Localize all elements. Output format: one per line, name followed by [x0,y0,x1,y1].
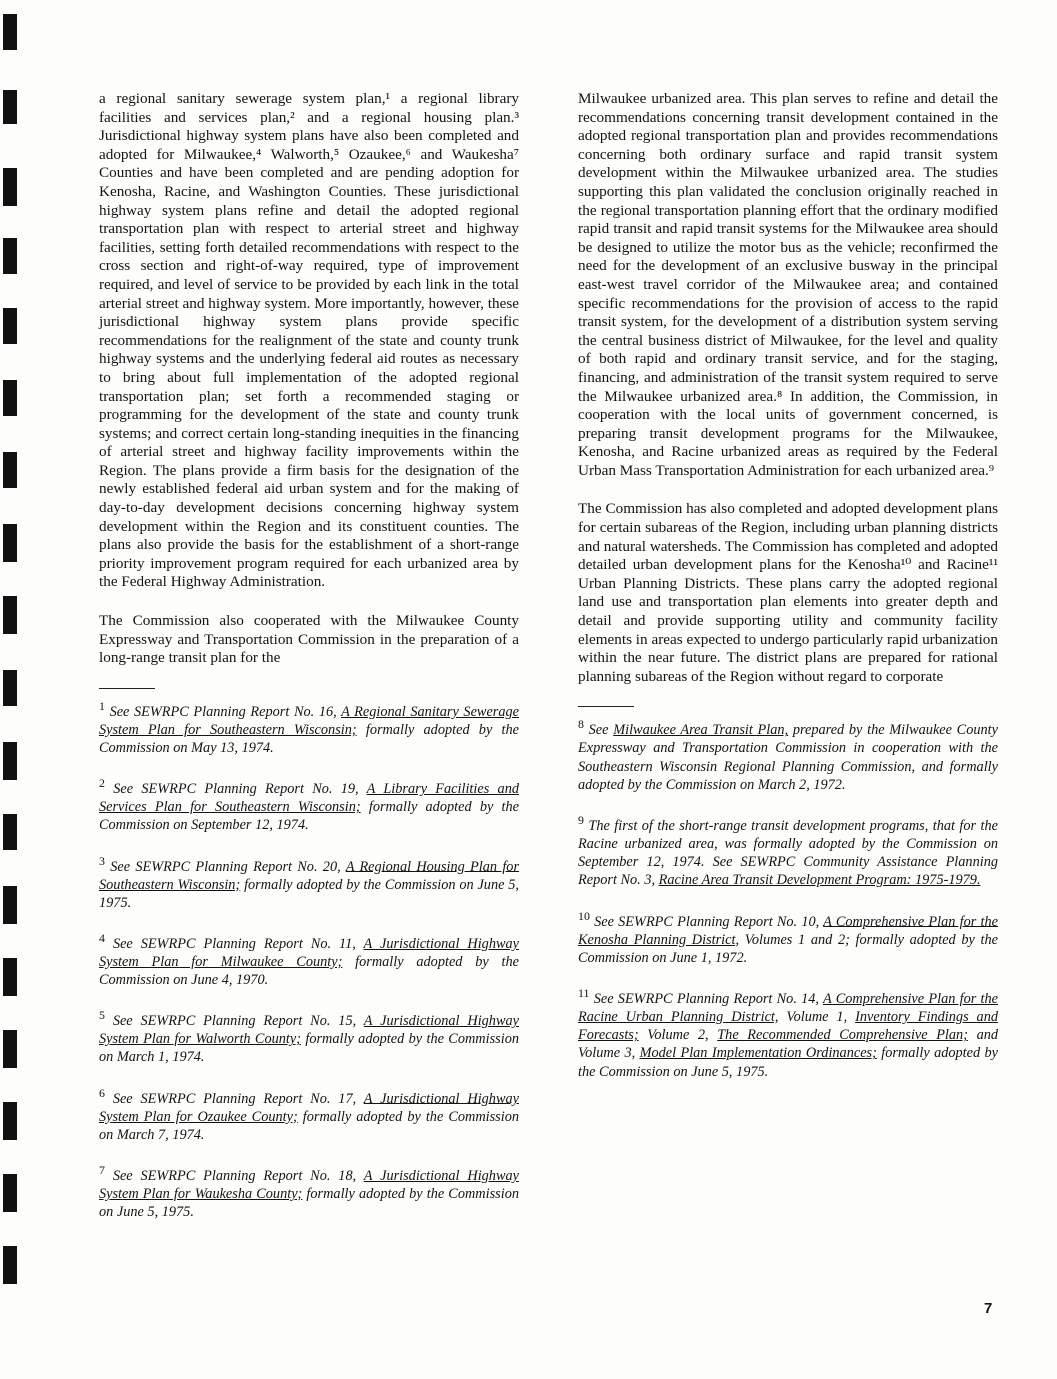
left-column [99,90,519,1238]
footnote-title: Milwaukee Area Transit Plan, [613,722,789,739]
footnote-title: The Recommended Comprehensive Plan; [717,1027,968,1044]
binding-mark [3,1246,17,1284]
binding-mark [3,596,17,634]
footnote-rule [578,706,634,707]
right-column [578,90,998,1098]
binding-mark [3,1102,17,1140]
footnote-title: A Library Facilities and Services Plan for Southeastern Wisconsin; [99,780,519,816]
footnote-title: A Jurisdictional Highway System Plan for Ozaukee County; [99,1090,519,1125]
footnote: $^1$ See SEWRPC Planning Report No. 16, A Regional Sanitary Sewerage System Plan for Southeastern Wisconsin; formally adopted by the Commission on May 13, 1974. [99,698,520,756]
footnote-title: A Jurisdictional Highway System Plan for Milwaukee County; [99,935,520,970]
footnote: $^6$ See SEWRPC Planning Report No. 17, A Jurisdictional Highway System Plan for Ozaukee County; formally adopted by the Commission on March 7, 1974. [99,1085,520,1143]
footnote: $^4$ See SEWRPC Planning Report No. 11, A Jurisdictional Highway System Plan for Milwaukee County; formally adopted by the Commission on June 4, 1970. [99,930,520,989]
footnote-title: Inventory Findings and Forecasts; [578,1008,999,1044]
footnote-title: A Regional Sanitary Sewerage System Plan for Southeastern Wisconsin; [99,703,520,738]
binding-mark [3,524,17,562]
binding-mark [3,1174,17,1212]
body-paragraph: The Commission also cooperated with the Milwaukee County Expressway and Transportation Commission in the preparation of a long-range transit plan for the [99,612,519,667]
binding-marks [3,0,23,1379]
footnote-title: A Jurisdictional Highway System Plan for Walworth County; [99,1013,519,1048]
binding-mark [3,1030,17,1068]
footnote-rule [99,688,155,689]
footnote-title: A Regional Housing Plan for Southeastern Wisconsin; [99,858,520,893]
footnote: $^2$ See SEWRPC Planning Report No. 19, A Library Facilities and Services Plan for Southeastern Wisconsin; formally adopted by the Commission on September 12, 1974. [99,776,520,834]
body-paragraph: a regional sanitary sewerage system plan,¹ a regional library facilities and services plan,² and a regional housing plan.³ Jurisdictional highway system plans have also been completed and adopted for Milwaukee,⁴ Walworth,⁵ Ozaukee,⁶ and Waukesha⁷ Counties and have been completed and are pending adoption for Kenosha, Racine, and Washington Counties. These jurisdictional highway system plans refine and detail the adopted regional transportation plan with respect to arterial street and highway facilities, setting forth detailed recommendations with respect to the cross section and right-of-way required, type of improvement required, and level of service to be provided by each link in the total arterial street and highway system. More importantly, however, these jurisdictional highway system plans provide specific recommendations for the realignment of the state and county trunk highway systems and the underlying federal aid routes as necessary to bring about full implementation of the adopted regional transportation plan; set forth a recommended staging or programming for the development of the state and county trunk systems; and correct certain long-standing inequities in the financing of arterial street and highway facility improvements within the Region. The plans provide a firm basis for the designation of the newly established federal aid urban system and for the making of day-to-day development decisions concerning highway system development within the Region and its constituent counties. The plans also provide the basis for the establishment of a short-range priority improvement program required for each urbanized area by the Federal Highway Administration. [99,90,519,591]
binding-mark [3,308,17,344]
footnote: $^8$ See Milwaukee Area Transit Plan, prepared by the Milwaukee County Expressway and Transportation Commission in cooperation with the Southeastern Wisconsin Regional Planning Commission, and formally adopted by the Commission on March 2, 1972. [578,717,998,793]
binding-mark [3,14,17,50]
footnote-title: A Comprehensive Plan for the Kenosha Planning District, [578,913,998,948]
body-paragraph: The Commission has also completed and adopted development plans for certain subareas of the Region, including urban planning districts and natural watersheds. The Commission has completed and adopted detailed urban development plans for the Kenosha¹⁰ and Racine¹¹ Urban Planning Districts. These plans carry the adopted regional land use and transportation plan elements into greater depth and detail and provide supporting utility and community facility elements in areas expected to undergo particularly rapid urbanization within the near future. The district plans are prepared for rational planning subareas of the Region without regard to corporate [578,500,998,685]
binding-mark [3,670,17,706]
binding-mark [3,886,17,924]
footnote: $^{10}$ See SEWRPC Planning Report No. 10, A Comprehensive Plan for the Kenosha Planning District, Volumes 1 and 2; formally adopted by the Commission on June 1, 1972. [578,908,998,966]
binding-mark [3,380,17,416]
footnote-title: Racine Area Transit Development Program: 1975-1979. [658,872,981,889]
binding-mark [3,742,17,780]
binding-mark [3,814,17,850]
footnote-title: A Comprehensive Plan for the Racine Urban Planning District, [578,990,998,1025]
footnote-title: Model Plan Implementation Ordinances; [639,1045,877,1062]
body-paragraph: Milwaukee urbanized area. This plan serves to refine and detail the recommendations concerning transit development contained in the adopted regional transportation plan and provides recommendations concerning both ordinary surface and rapid transit system development within the Milwaukee urbanized area. The studies supporting this plan validated the conclusion originally reached in the regional transportation planning effort that the ordinary modified rapid transit and rapid transit systems for the Milwaukee area should be designed to utilize the motor bus as the vehicle; reconfirmed the need for the development of an exclusive busway in the principal east-west travel corridor of the Milwaukee area; and contained specific recommendations for the provision of access to the rapid transit system, for the development of a distribution system serving the central business district of Milwaukee, for the level and quality of both rapid and ordinary transit service, and for the staging, financing, and administration of the transit system required to serve the Milwaukee urbanized area.⁸ In addition, the Commission, in cooperation with the local units of government concerned, is preparing transit development programs for the Milwaukee, Kenosha, and Racine urbanized areas as required by the Federal Urban Mass Transportation Administration for each urbanized area.⁹ [578,90,998,479]
footnote: $^5$ See SEWRPC Planning Report No. 15, A Jurisdictional Highway System Plan for Walworth County; formally adopted by the Commission on March 1, 1974. [99,1008,520,1066]
footnote: $^7$ See SEWRPC Planning Report No. 18, A Jurisdictional Highway System Plan for Waukesha County; formally adopted by the Commission on June 5, 1975. [99,1163,520,1221]
binding-mark [3,958,17,996]
footnote: $^9$ The first of the short-range transit development programs, that for the Racine urbanized area, was formally adopted by the Commission on September 12, 1974. See SEWRPC Community Assistance Planning Report No. 3, Racine Area Transit Development Program: 1975-1979. [578,812,999,889]
binding-mark [3,90,17,124]
binding-mark [3,238,17,274]
binding-mark [3,452,17,488]
footnote: $^{11}$ See SEWRPC Planning Report No. 14, A Comprehensive Plan for the Racine Urban Planning District, Volume 1, Inventory Findings and Forecasts; Volume 2, The Recommended Comprehensive Plan; and Volume 3, Model Plan Implementation Ordinances; formally adopted by the Commission on June 5, 1975. [578,985,999,1080]
binding-mark [3,168,17,206]
footnote-title: A Jurisdictional Highway System Plan for Waukesha County; [99,1167,519,1203]
footnote: $^3$ See SEWRPC Planning Report No. 20, A Regional Housing Plan for Southeastern Wisconsin; formally adopted by the Commission on June 5, 1975. [99,853,520,911]
page-number: 7 [984,1300,993,1317]
